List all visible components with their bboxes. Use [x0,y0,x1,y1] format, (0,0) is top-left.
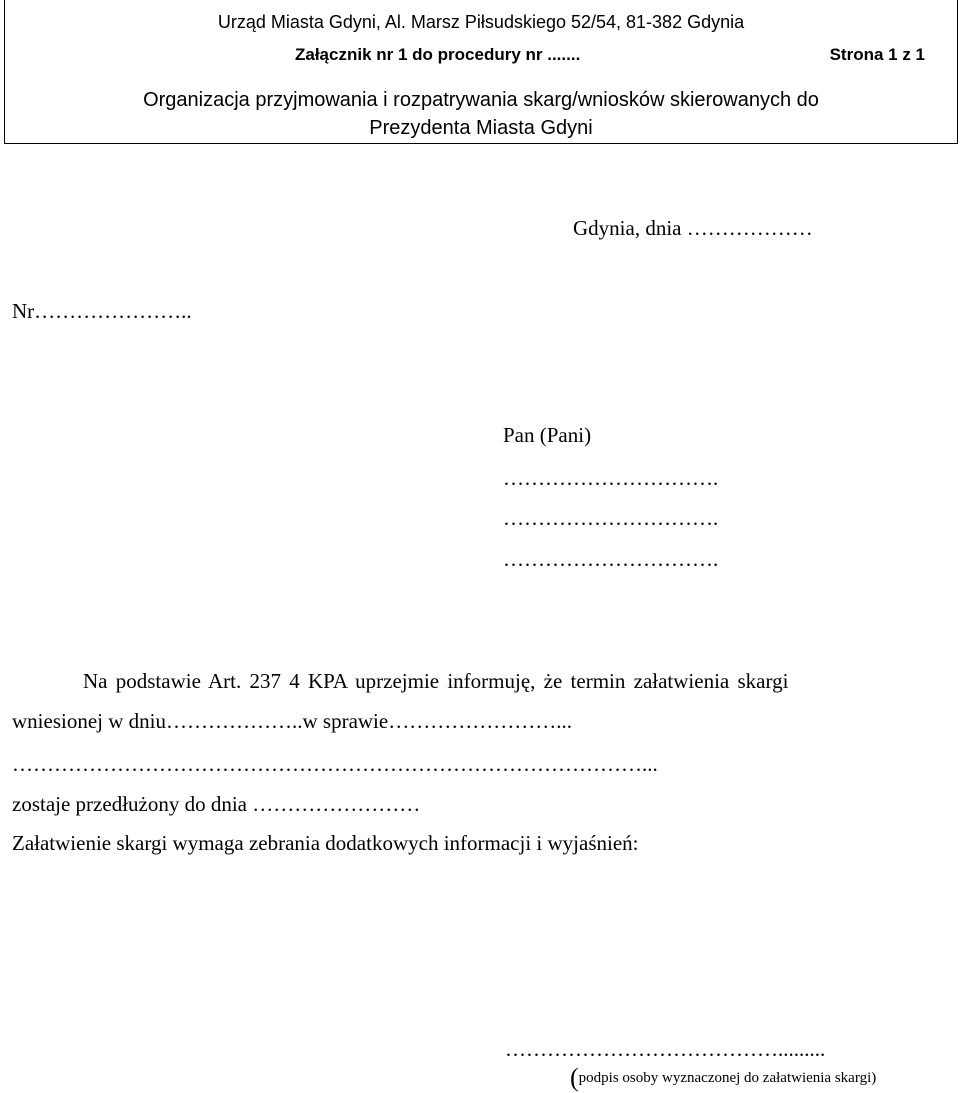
body-paragraph-line: Załatwienie skargi wymaga zebrania dodatkowych informacji i wyjaśnień: [12,831,639,855]
letter-number: Nr………………….. [12,299,192,323]
document-header [4,0,958,144]
attachment-label: Załącznik nr 1 do procedury nr ....... [295,45,581,64]
signature-caption-text: podpis osoby wyznaczonej do załatwienia skargi) [578,1070,877,1086]
body-paragraph-line: wniesionej w dniu………………..w sprawie……………………... [12,709,572,733]
addressee-line: …………………………. [503,547,719,571]
signature-line: …………………………………......... [505,1037,826,1061]
procedure-title [5,86,957,142]
addressee-line: …………………………. [503,466,719,490]
addressee-label: Pan (Pani) [503,423,592,447]
body-paragraph-line: zostaje przedłużony do dnia …………………… [12,792,421,816]
addressee-line: …………………………. [503,506,719,530]
signature-paren: ( [570,1063,579,1092]
office-address: Urząd Miasta Gdyni, Al. Marsz Piłsudskiego 52/54, 81-382 Gdynia [217,12,745,32]
procedure-title-line1: Organizacja przyjmowania i rozpatrywania skarg/wniosków skierowanych do [143,89,819,111]
body-paragraph-line: ………………………………………………………………………………... [12,752,658,776]
signature-caption [570,1063,876,1093]
body-paragraph-line: Na podstawie Art. 237 4 KPA uprzejmie informuję, że termin załatwienia skargi [83,669,789,693]
procedure-title-line2: Prezydenta Miasta Gdyni [369,117,593,139]
page-info: Strona 1 z 1 [829,45,925,64]
place-date: Gdynia, dnia ……………… [573,216,813,240]
